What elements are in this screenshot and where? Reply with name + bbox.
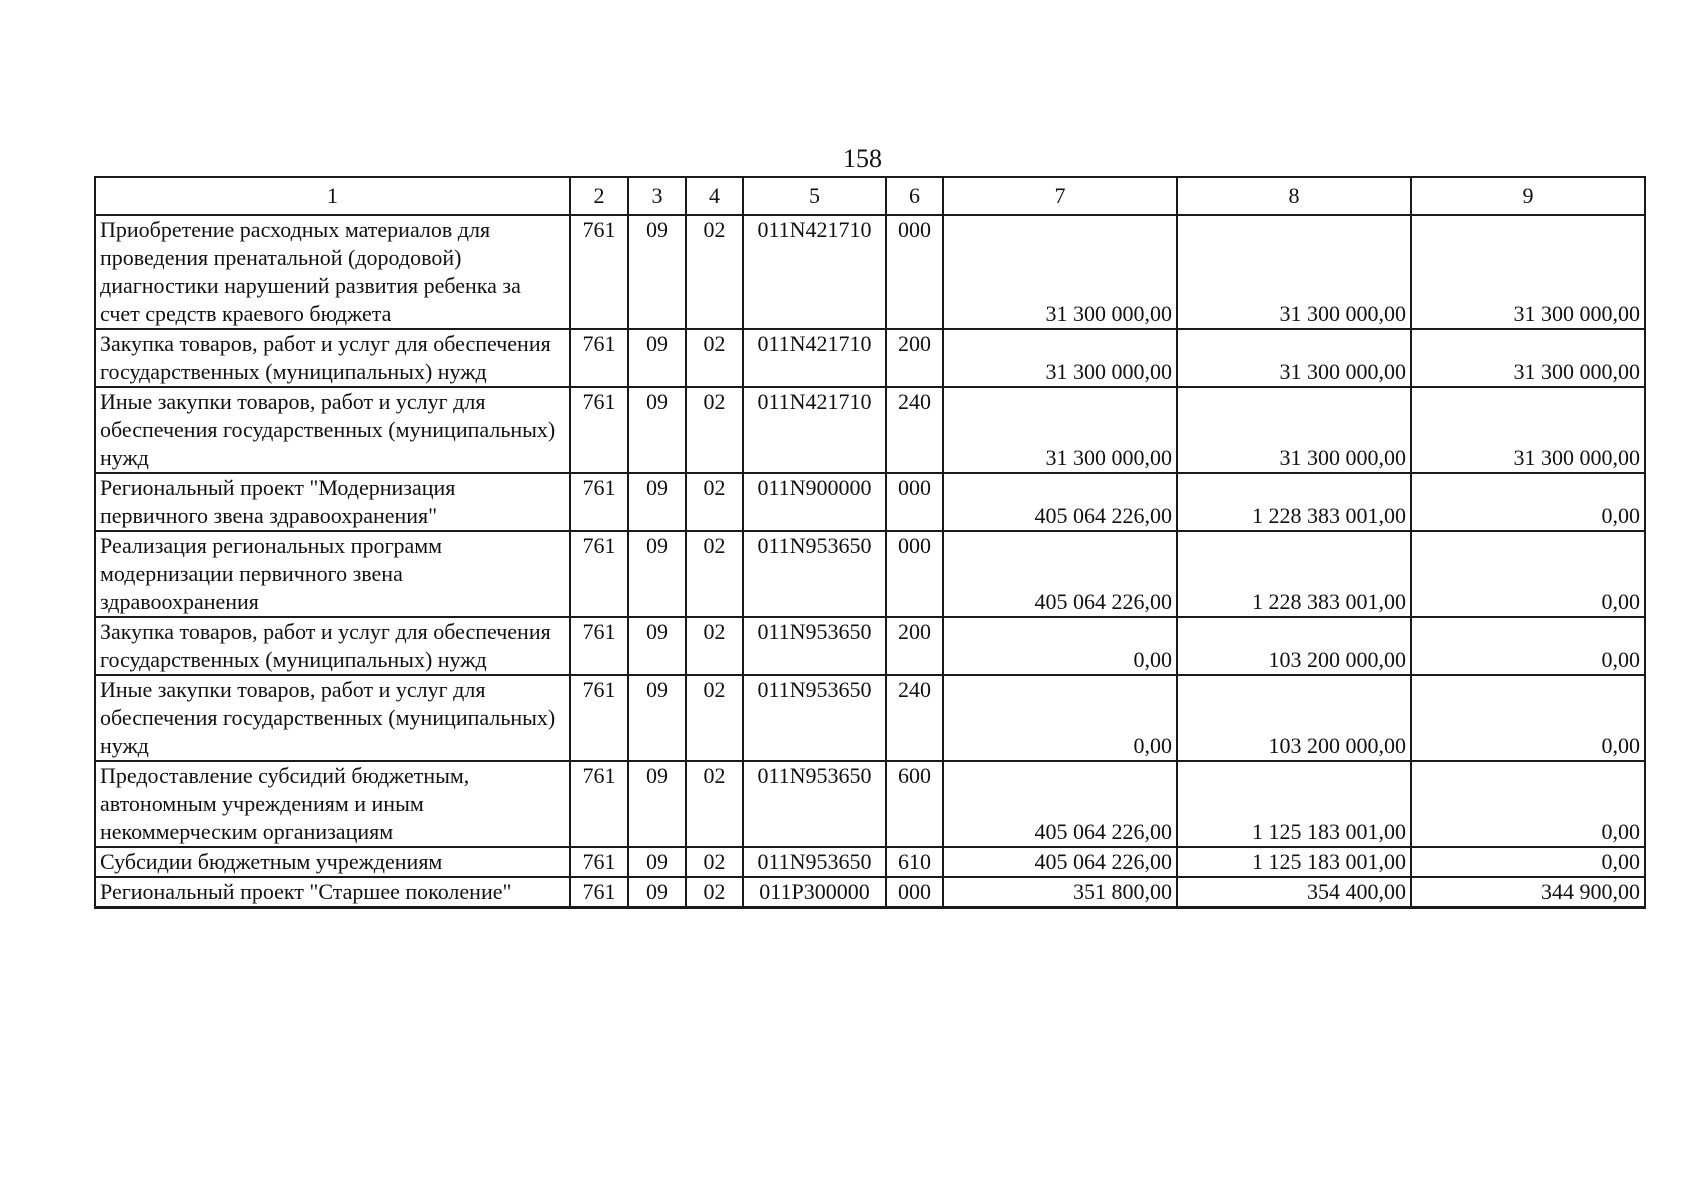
cell-section: 09 xyxy=(628,675,686,761)
cell-amount-col8: 31 300 000,00 xyxy=(1177,387,1411,473)
table-row xyxy=(95,761,1645,847)
row-name: Реализация региональных программ модернизации первичного звена здравоохранения xyxy=(95,531,570,617)
cell-amount-col9: 0,00 xyxy=(1411,761,1645,847)
page-number: 158 xyxy=(843,144,882,173)
col-header: 8 xyxy=(1177,177,1411,215)
cell-section: 09 xyxy=(628,761,686,847)
table-row xyxy=(95,215,1645,329)
cell-expense-type: 000 xyxy=(886,531,943,617)
cell-admin-code: 761 xyxy=(570,761,628,847)
col-header: 1 xyxy=(95,177,570,215)
row-name: Иные закупки товаров, работ и услуг для обеспечения государственных (муниципальных) нужд xyxy=(95,675,570,761)
cell-admin-code: 761 xyxy=(570,215,628,329)
cell-target-article: 011N421710 xyxy=(743,329,886,387)
cell-amount-col8: 103 200 000,00 xyxy=(1177,617,1411,675)
col-header: 2 xyxy=(570,177,628,215)
col-header: 4 xyxy=(686,177,743,215)
cell-amount-col7: 405 064 226,00 xyxy=(943,473,1177,531)
cell-section: 09 xyxy=(628,329,686,387)
cell-amount-col8: 1 125 183 001,00 xyxy=(1177,761,1411,847)
col-header: 9 xyxy=(1411,177,1645,215)
cell-amount-col7: 31 300 000,00 xyxy=(943,387,1177,473)
cell-admin-code: 761 xyxy=(570,877,628,908)
cell-amount-col7: 31 300 000,00 xyxy=(943,329,1177,387)
col-header: 7 xyxy=(943,177,1177,215)
cell-subsection: 02 xyxy=(686,617,743,675)
cell-amount-col8: 1 125 183 001,00 xyxy=(1177,847,1411,877)
cell-amount-col7: 0,00 xyxy=(943,617,1177,675)
budget-table xyxy=(94,176,1646,909)
cell-subsection: 02 xyxy=(686,847,743,877)
table-row xyxy=(95,387,1645,473)
cell-expense-type: 600 xyxy=(886,761,943,847)
cell-admin-code: 761 xyxy=(570,531,628,617)
cell-amount-col8: 354 400,00 xyxy=(1177,877,1411,908)
cell-expense-type: 000 xyxy=(886,215,943,329)
header-row xyxy=(95,177,1645,215)
cell-target-article: 011N953650 xyxy=(743,617,886,675)
cell-amount-col8: 1 228 383 001,00 xyxy=(1177,473,1411,531)
cell-target-article: 011N953650 xyxy=(743,675,886,761)
cell-subsection: 02 xyxy=(686,215,743,329)
table-row xyxy=(95,329,1645,387)
row-name: Субсидии бюджетным учреждениям xyxy=(95,847,570,877)
cell-admin-code: 761 xyxy=(570,473,628,531)
row-name: Закупка товаров, работ и услуг для обеспечения государственных (муниципальных) нужд xyxy=(95,329,570,387)
cell-target-article: 011N953650 xyxy=(743,531,886,617)
col-header: 6 xyxy=(886,177,943,215)
cell-target-article: 011N421710 xyxy=(743,215,886,329)
cell-amount-col9: 0,00 xyxy=(1411,617,1645,675)
table-row xyxy=(95,847,1645,877)
cell-admin-code: 761 xyxy=(570,847,628,877)
col-header: 5 xyxy=(743,177,886,215)
table-row xyxy=(95,617,1645,675)
row-name: Региональный проект "Старшее поколение" xyxy=(95,877,570,908)
row-name: Закупка товаров, работ и услуг для обеспечения государственных (муниципальных) нужд xyxy=(95,617,570,675)
cell-amount-col8: 31 300 000,00 xyxy=(1177,215,1411,329)
cell-subsection: 02 xyxy=(686,473,743,531)
cell-expense-type: 610 xyxy=(886,847,943,877)
row-name: Предоставление субсидий бюджетным, автономным учреждениям и иным некоммерческим организациям xyxy=(95,761,570,847)
cell-expense-type: 200 xyxy=(886,329,943,387)
cell-target-article: 011N421710 xyxy=(743,387,886,473)
cell-amount-col9: 0,00 xyxy=(1411,675,1645,761)
cell-subsection: 02 xyxy=(686,329,743,387)
cell-expense-type: 200 xyxy=(886,617,943,675)
cell-section: 09 xyxy=(628,847,686,877)
cell-amount-col9: 0,00 xyxy=(1411,531,1645,617)
cell-admin-code: 761 xyxy=(570,329,628,387)
cell-section: 09 xyxy=(628,617,686,675)
cell-amount-col7: 405 064 226,00 xyxy=(943,761,1177,847)
cell-amount-col9: 31 300 000,00 xyxy=(1411,387,1645,473)
cell-admin-code: 761 xyxy=(570,387,628,473)
cell-section: 09 xyxy=(628,473,686,531)
cell-expense-type: 000 xyxy=(886,877,943,908)
cell-subsection: 02 xyxy=(686,877,743,908)
table-row xyxy=(95,877,1645,908)
cell-target-article: 011N900000 xyxy=(743,473,886,531)
table-row xyxy=(95,675,1645,761)
cell-amount-col9: 0,00 xyxy=(1411,473,1645,531)
cell-section: 09 xyxy=(628,877,686,908)
cell-target-article: 011P300000 xyxy=(743,877,886,908)
cell-amount-col7: 0,00 xyxy=(943,675,1177,761)
cell-expense-type: 240 xyxy=(886,675,943,761)
cell-amount-col9: 0,00 xyxy=(1411,847,1645,877)
cell-target-article: 011N953650 xyxy=(743,847,886,877)
row-name: Приобретение расходных материалов для проведения пренатальной (дородовой) диагностики нарушений развития ребенка за счет средств краевого бюджета xyxy=(95,215,570,329)
cell-amount-col8: 103 200 000,00 xyxy=(1177,675,1411,761)
cell-amount-col7: 405 064 226,00 xyxy=(943,847,1177,877)
cell-subsection: 02 xyxy=(686,387,743,473)
cell-target-article: 011N953650 xyxy=(743,761,886,847)
cell-amount-col8: 31 300 000,00 xyxy=(1177,329,1411,387)
cell-expense-type: 240 xyxy=(886,387,943,473)
cell-section: 09 xyxy=(628,215,686,329)
cell-admin-code: 761 xyxy=(570,675,628,761)
cell-amount-col7: 31 300 000,00 xyxy=(943,215,1177,329)
cell-admin-code: 761 xyxy=(570,617,628,675)
cell-subsection: 02 xyxy=(686,531,743,617)
cell-subsection: 02 xyxy=(686,761,743,847)
table-row xyxy=(95,473,1645,531)
row-name: Региональный проект "Модернизация первичного звена здравоохранения" xyxy=(95,473,570,531)
cell-amount-col9: 344 900,00 xyxy=(1411,877,1645,908)
row-name: Иные закупки товаров, работ и услуг для обеспечения государственных (муниципальных) нужд xyxy=(95,387,570,473)
cell-subsection: 02 xyxy=(686,675,743,761)
cell-amount-col8: 1 228 383 001,00 xyxy=(1177,531,1411,617)
cell-section: 09 xyxy=(628,531,686,617)
cell-expense-type: 000 xyxy=(886,473,943,531)
table-row xyxy=(95,531,1645,617)
cell-amount-col9: 31 300 000,00 xyxy=(1411,329,1645,387)
cell-amount-col9: 31 300 000,00 xyxy=(1411,215,1645,329)
cell-amount-col7: 351 800,00 xyxy=(943,877,1177,908)
cell-section: 09 xyxy=(628,387,686,473)
cell-amount-col7: 405 064 226,00 xyxy=(943,531,1177,617)
col-header: 3 xyxy=(628,177,686,215)
